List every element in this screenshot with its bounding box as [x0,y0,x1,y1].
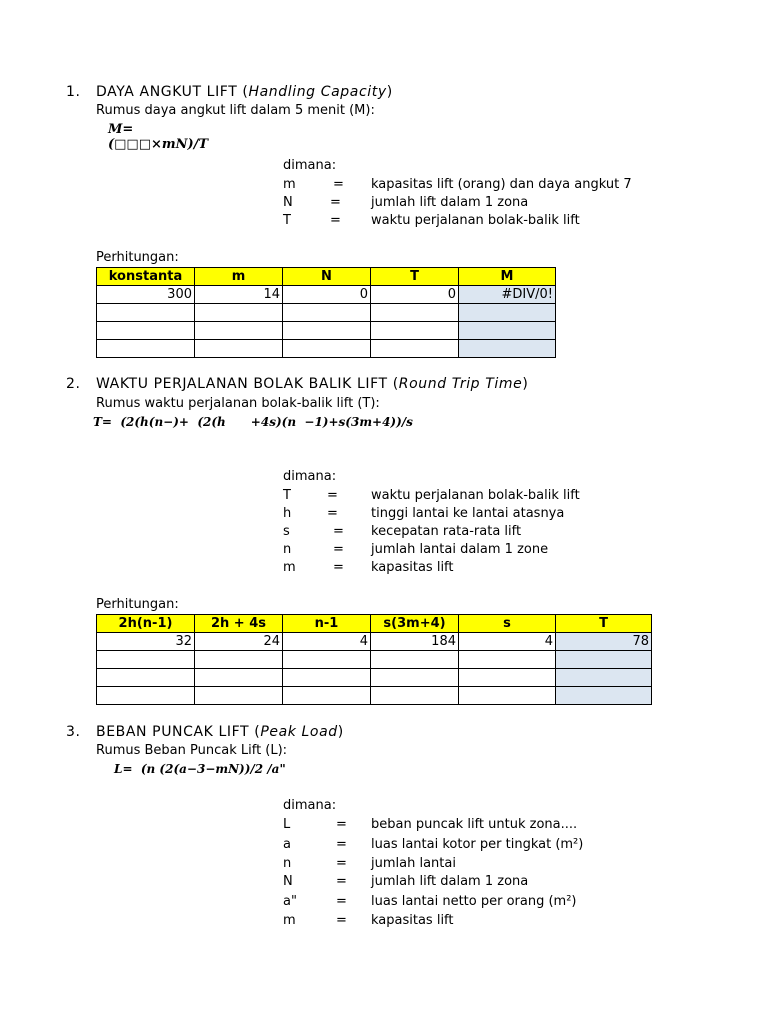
def-text: kapasitas lift [371,913,454,928]
calc-table-1 [96,267,556,358]
def-symbol: m [283,177,296,192]
table-cell[interactable]: 0 [283,286,371,304]
def-symbol: m [283,560,296,575]
section-2-heading [66,376,528,392]
table-cell[interactable] [371,687,459,705]
table-cell[interactable] [459,687,556,705]
col-header: T [371,268,459,286]
col-header: 2h + 4s [195,615,283,633]
def-text: tinggi lantai ke lantai atasnya [371,506,565,521]
table-cell[interactable] [97,669,195,687]
table-cell[interactable] [97,687,195,705]
table-cell[interactable] [459,651,556,669]
def-text: jumlah lantai dalam 1 zone [371,542,549,557]
table-row [97,304,556,322]
dimana-label: dimana: [283,469,337,484]
section-title-close: ) [386,84,393,100]
table-cell[interactable] [97,340,195,358]
table-cell[interactable] [97,322,195,340]
result-cell[interactable] [556,687,652,705]
perhitungan-label: Perhitungan: [96,250,179,265]
result-cell[interactable] [556,651,652,669]
def-text: kapasitas lift (orang) dan daya angkut 7 [371,177,632,192]
perhitungan-label: Perhitungan: [96,597,179,612]
table-row [97,322,556,340]
col-header: n-1 [283,615,371,633]
table-cell[interactable]: 4 [283,633,371,651]
col-header: M [459,268,556,286]
table-cell[interactable] [283,304,371,322]
def-equals: = [336,856,347,871]
def-text: luas lantai netto per orang (m²) [371,894,577,909]
def-text: beban puncak lift untuk zona.... [371,817,578,832]
def-equals: = [333,560,344,575]
table-row [97,651,652,669]
table-row [97,669,652,687]
section-number: 3. [66,724,81,740]
table-cell[interactable] [97,651,195,669]
def-symbol: h [283,506,292,521]
table-cell[interactable] [283,651,371,669]
table-cell[interactable]: 184 [371,633,459,651]
table-row [97,286,556,304]
table-cell[interactable] [97,304,195,322]
def-symbol: s [283,524,290,539]
table-cell[interactable] [195,687,283,705]
def-text: luas lantai kotor per tingkat (m²) [371,837,584,852]
table-cell[interactable] [283,669,371,687]
table-header-row [97,615,652,633]
col-header: s(3m+4) [371,615,459,633]
def-symbol: T [283,488,291,503]
table-cell[interactable] [283,340,371,358]
table-cell[interactable] [371,669,459,687]
table-cell[interactable]: 24 [195,633,283,651]
table-row [97,687,652,705]
result-cell[interactable] [459,322,556,340]
def-text: kapasitas lift [371,560,454,575]
result-cell[interactable]: 78 [556,633,652,651]
result-cell[interactable] [556,669,652,687]
def-text: jumlah lift dalam 1 zona [371,195,529,210]
table-cell[interactable]: 32 [97,633,195,651]
table-header-row [97,268,556,286]
dimana-label: dimana: [283,158,337,173]
def-equals: = [333,542,344,557]
col-header: N [283,268,371,286]
def-equals: = [336,874,347,889]
formula-label: Rumus waktu perjalanan bolak-balik lift (T): [96,396,380,411]
table-cell[interactable]: 4 [459,633,556,651]
def-equals: = [330,213,341,228]
table-cell[interactable] [371,304,459,322]
def-equals: = [333,177,344,192]
calc-table-2 [96,614,652,705]
col-header: m [195,268,283,286]
table-cell[interactable] [371,651,459,669]
formula-label: Rumus Beban Puncak Lift (L): [96,743,288,758]
table-cell[interactable]: 0 [371,286,459,304]
table-cell[interactable] [195,304,283,322]
def-symbol: n [283,856,292,871]
table-row [97,633,652,651]
def-equals: = [336,894,347,909]
def-text: waktu perjalanan bolak-balik lift [371,488,580,503]
table-cell[interactable]: 14 [195,286,283,304]
def-equals: = [333,524,344,539]
def-symbol: a [283,837,291,852]
section-title-close: ) [522,376,529,392]
def-equals: = [336,837,347,852]
formula: T= (2(h(n−)+ (2(h +4s)(n −1)+s(3m+4))/s [93,415,413,429]
section-1-heading [66,84,393,100]
def-equals: = [336,817,347,832]
table-cell[interactable] [195,669,283,687]
def-symbol: n [283,542,292,557]
def-symbol: N [283,195,293,210]
section-title-close: ) [337,724,344,740]
table-cell[interactable]: 300 [97,286,195,304]
def-text: jumlah lantai [371,856,456,871]
def-text: waktu perjalanan bolak-balik lift [371,213,580,228]
def-equals: = [327,488,338,503]
col-header: 2h(n-1) [97,615,195,633]
dimana-label: dimana: [283,798,337,813]
table-cell[interactable] [371,322,459,340]
table-cell[interactable] [283,687,371,705]
table-cell[interactable] [195,651,283,669]
def-equals: = [330,195,341,210]
formula-line-2: (□□□×mN)/T [108,137,209,152]
formula-label: Rumus daya angkut lift dalam 5 menit (M): [96,103,375,118]
result-cell[interactable] [459,340,556,358]
table-cell[interactable] [459,669,556,687]
formula-line-1: M= [108,122,134,137]
section-title: DAYA ANGKUT LIFT ( [96,84,249,100]
table-cell[interactable] [371,340,459,358]
table-cell[interactable] [195,322,283,340]
section-title: WAKTU PERJALANAN BOLAK BALIK LIFT ( [96,376,399,392]
col-header: s [459,615,556,633]
result-cell[interactable]: #DIV/0! [459,286,556,304]
def-symbol: L [283,817,291,832]
def-symbol: T [283,213,291,228]
def-equals: = [336,913,347,928]
section-title-italic: Peak Load [260,724,338,740]
def-symbol: N [283,874,293,889]
def-equals: = [327,506,338,521]
section-title: BEBAN PUNCAK LIFT ( [96,724,261,740]
result-cell[interactable] [459,304,556,322]
col-header: konstanta [97,268,195,286]
table-row [97,340,556,358]
col-header: T [556,615,652,633]
def-symbol: a" [283,894,297,909]
def-symbol: m [283,913,296,928]
def-text: kecepatan rata-rata lift [371,524,522,539]
table-cell[interactable] [283,322,371,340]
table-cell[interactable] [195,340,283,358]
section-number: 1. [66,84,81,100]
formula: L= (n (2(a−3−mN))/2 /a" [114,762,286,776]
section-title-italic: Handling Capacity [248,84,387,100]
section-number: 2. [66,376,81,392]
section-title-italic: Round Trip Time [398,376,523,392]
def-text: jumlah lift dalam 1 zona [371,874,529,889]
section-3-heading [66,724,344,740]
